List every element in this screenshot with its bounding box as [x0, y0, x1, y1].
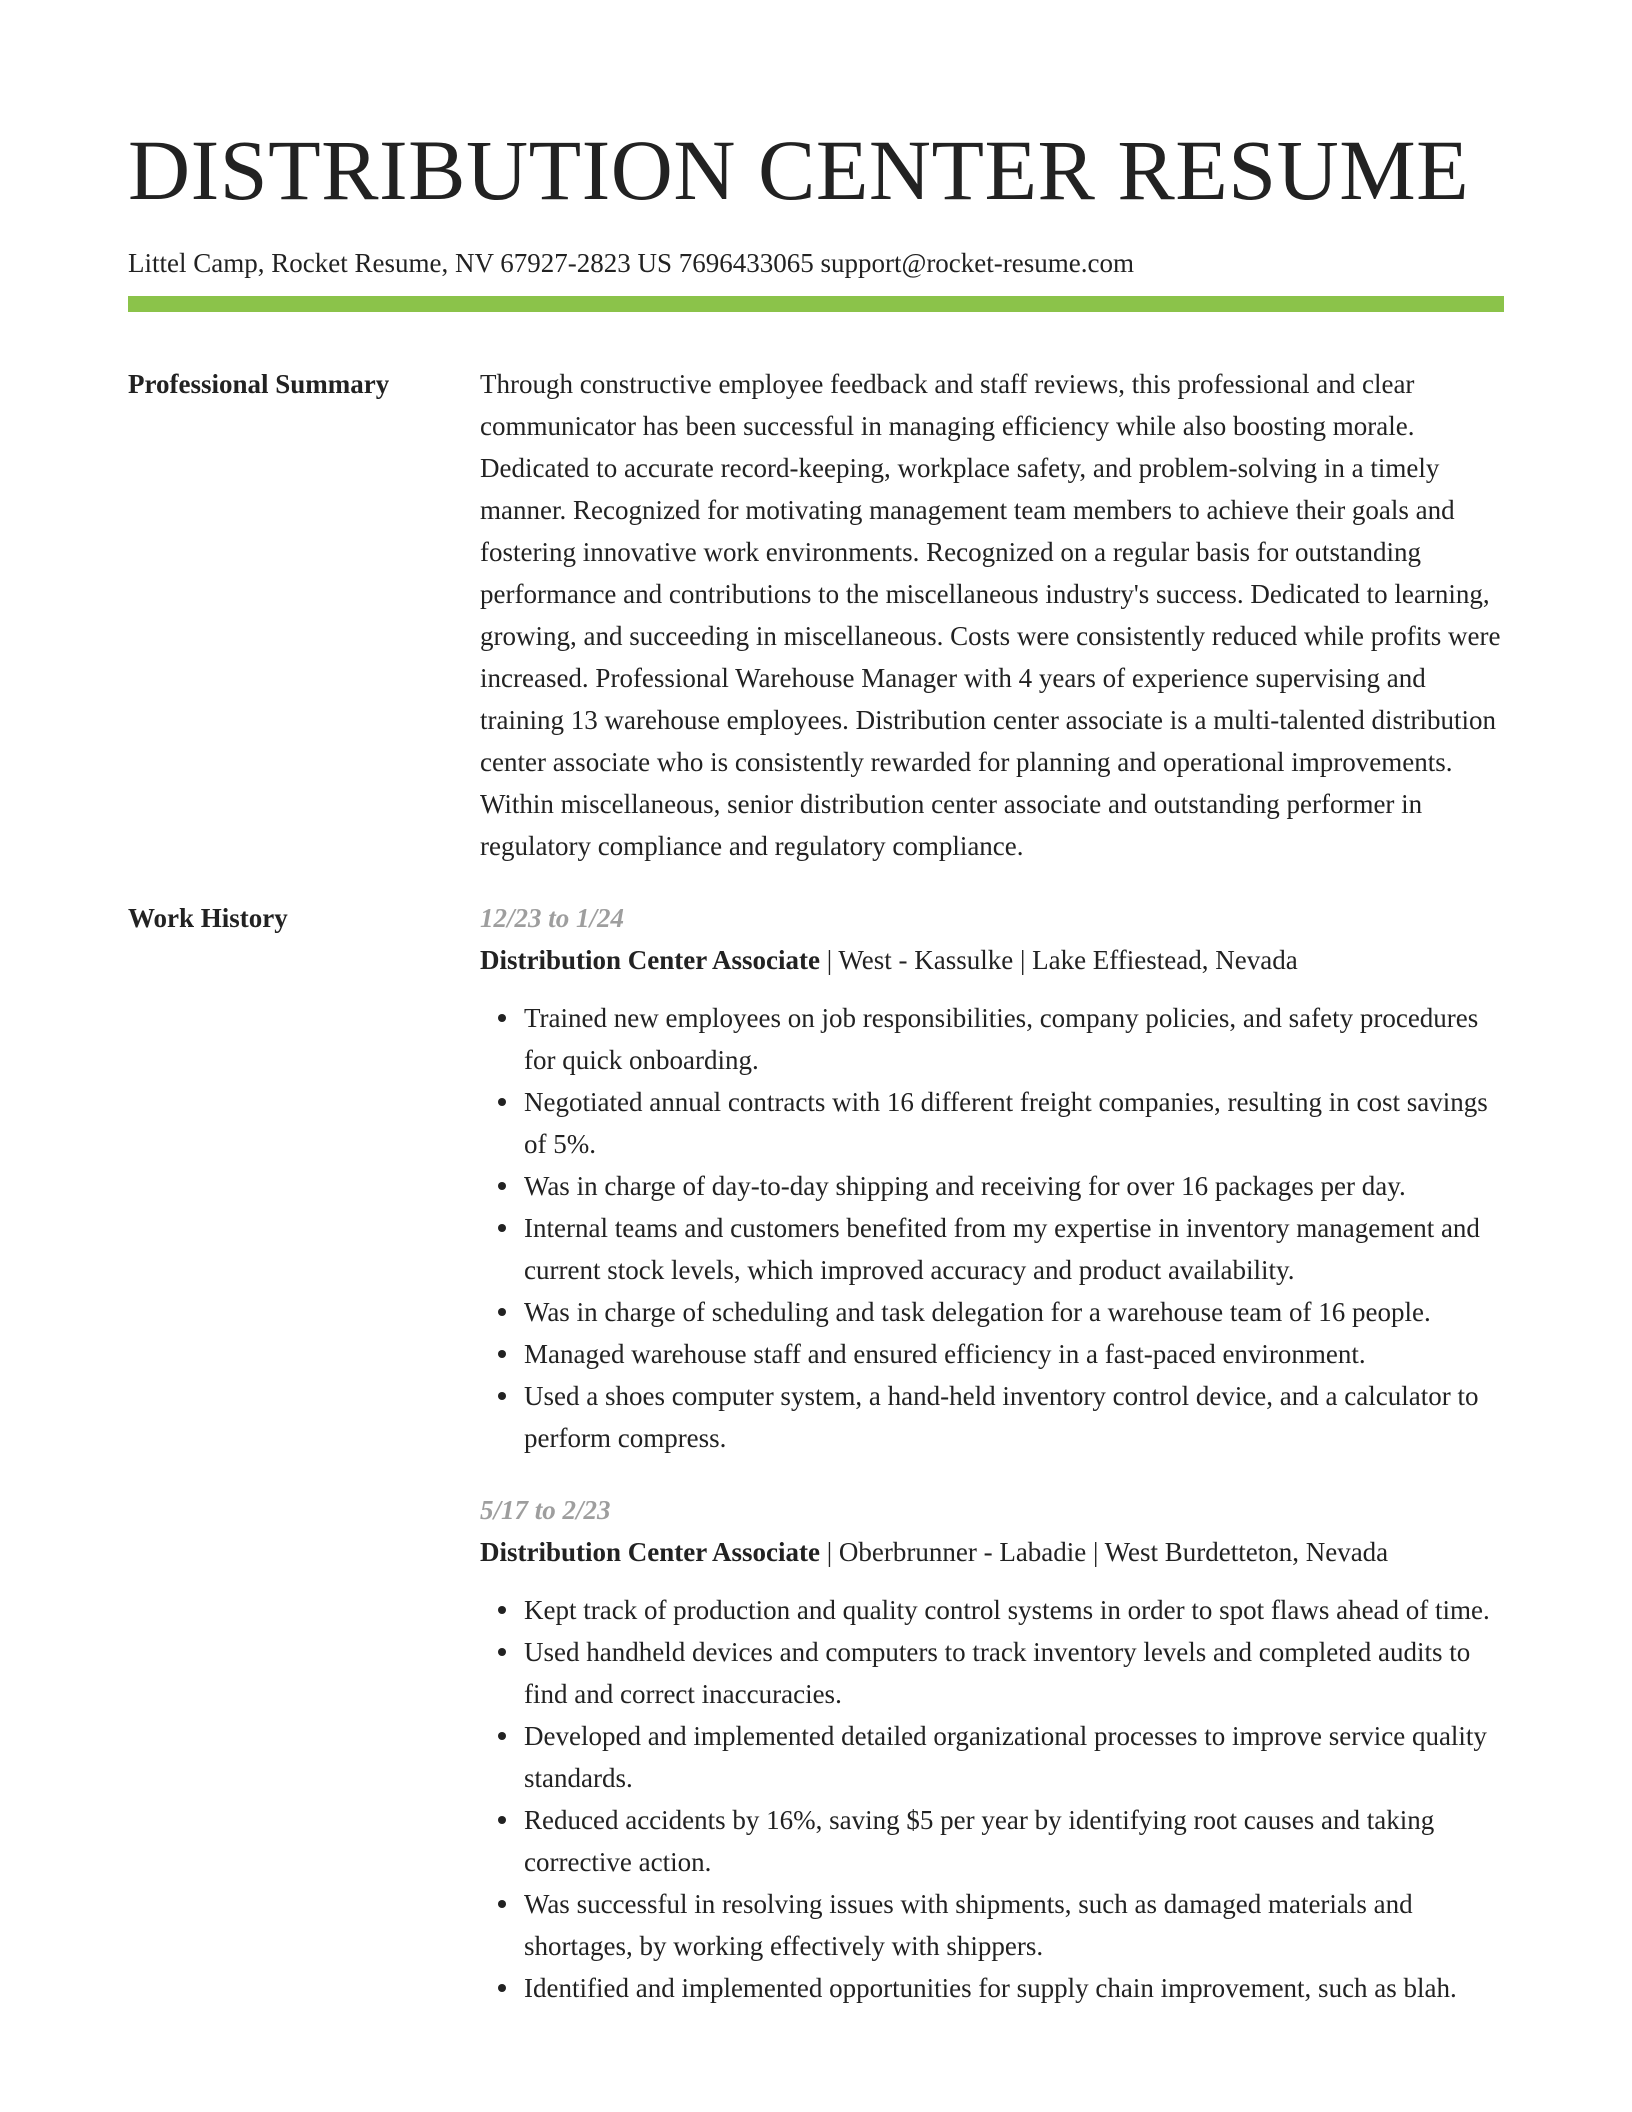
bullet-text: Kept track of production and quality control systems in order to spot flaws ahead of time.	[524, 1595, 1490, 1625]
list-item	[524, 1631, 1504, 1715]
job-dates: 5/17 to 2/23	[480, 1495, 611, 1525]
job-heading	[480, 939, 1504, 981]
bullet-text: Trained new employees on job responsibilities, company policies, and safety procedures for quick onboarding.	[524, 1003, 1479, 1075]
list-item	[524, 1883, 1504, 1967]
resume-title: DISTRIBUTION CENTER RESUME	[128, 122, 1470, 218]
bullet-icon	[498, 1308, 506, 1316]
bullet-icon	[498, 1098, 506, 1106]
job-bullet-list	[480, 997, 1504, 1459]
list-item	[524, 1375, 1504, 1459]
header-divider	[128, 296, 1504, 312]
bullet-text: Used a shoes computer system, a hand-held inventory control device, and a calculator to perform compress.	[524, 1381, 1479, 1453]
list-item	[524, 997, 1504, 1081]
bullet-text: Used handheld devices and computers to track inventory levels and completed audits to find and correct inaccuracies.	[524, 1637, 1471, 1709]
list-item	[524, 1589, 1504, 1631]
list-item	[524, 1333, 1504, 1375]
summary-body	[480, 363, 1504, 867]
work-history-section	[128, 897, 1504, 2039]
summary-text: Through constructive employee feedback and staff reviews, this professional and clear communicator has been successful in managing efficiency while also boosting morale. Dedicated to accurate record-keeping, workplace safety, and problem-solving in a timely manner. Recognized for motivating management team members to achieve their goals and fostering innovative work environments. Recognized on a regular basis for outstanding performance and contributions to the miscellaneous industry's success. Dedicated to learning, growing, and succeeding in miscellaneous. Costs were consistently reduced while profits were increased. Professional Warehouse Manager with 4 years of experience supervising and training 13 warehouse employees. Distribution center associate is a multi-talented distribution center associate who is consistently rewarded for planning and operational improvements. Within miscellaneous, senior distribution center associate and outstanding performer in regulatory compliance and regulatory compliance.	[480, 369, 1501, 861]
list-item	[524, 1967, 1504, 2009]
job-entry	[480, 897, 1504, 1459]
section-label-summary: Professional Summary	[128, 369, 390, 399]
list-item	[524, 1799, 1504, 1883]
bullet-icon	[498, 1900, 506, 1908]
bullet-icon	[498, 1732, 506, 1740]
bullet-text: Reduced accidents by 16%, saving $5 per year by identifying root causes and taking corrective action.	[524, 1805, 1435, 1877]
bullet-icon	[498, 1224, 506, 1232]
bullet-text: Internal teams and customers benefited from my expertise in inventory management and current stock levels, which improved accuracy and product availability.	[524, 1213, 1480, 1285]
section-label-work-history: Work History	[128, 903, 288, 933]
bullet-text: Negotiated annual contracts with 16 different freight companies, resulting in cost savings of 5%.	[524, 1087, 1488, 1159]
bullet-text: Was successful in resolving issues with shipments, such as damaged materials and shortages, by working effectively with shippers.	[524, 1889, 1413, 1961]
job-heading	[480, 1531, 1504, 1573]
bullet-icon	[498, 1350, 506, 1358]
bullet-text: Developed and implemented detailed organizational processes to improve service quality standards.	[524, 1721, 1487, 1793]
professional-summary-section	[128, 363, 1504, 867]
bullet-icon	[498, 1392, 506, 1400]
work-history-body	[480, 897, 1504, 2039]
contact-info: Littel Camp, Rocket Resume, NV 67927-2823 US 7696433065 support@rocket-resume.com	[128, 248, 1134, 278]
bullet-text: Was in charge of scheduling and task delegation for a warehouse team of 16 people.	[524, 1297, 1431, 1327]
bullet-text: Identified and implemented opportunities for supply chain improvement, such as blah.	[524, 1973, 1457, 2003]
list-item	[524, 1081, 1504, 1165]
list-item	[524, 1715, 1504, 1799]
bullet-icon	[498, 1984, 506, 1992]
resume-page	[128, 0, 1504, 2039]
job-title: Distribution Center Associate	[480, 1537, 820, 1567]
bullet-text: Was in charge of day-to-day shipping and receiving for over 16 packages per day.	[524, 1171, 1406, 1201]
list-item	[524, 1165, 1504, 1207]
job-details: | Oberbrunner - Labadie | West Burdetteton, Nevada	[819, 1537, 1389, 1567]
job-title: Distribution Center Associate	[480, 945, 820, 975]
list-item	[524, 1207, 1504, 1291]
bullet-text: Managed warehouse staff and ensured efficiency in a fast-paced environment.	[524, 1339, 1366, 1369]
job-bullet-list	[480, 1589, 1504, 2009]
job-dates: 12/23 to 1/24	[480, 903, 625, 933]
bullet-icon	[498, 1606, 506, 1614]
bullet-icon	[498, 1014, 506, 1022]
bullet-icon	[498, 1816, 506, 1824]
job-entry	[480, 1489, 1504, 2009]
list-item	[524, 1291, 1504, 1333]
bullet-icon	[498, 1648, 506, 1656]
job-details: | West - Kassulke | Lake Effiestead, Nevada	[819, 945, 1298, 975]
bullet-icon	[498, 1182, 506, 1190]
